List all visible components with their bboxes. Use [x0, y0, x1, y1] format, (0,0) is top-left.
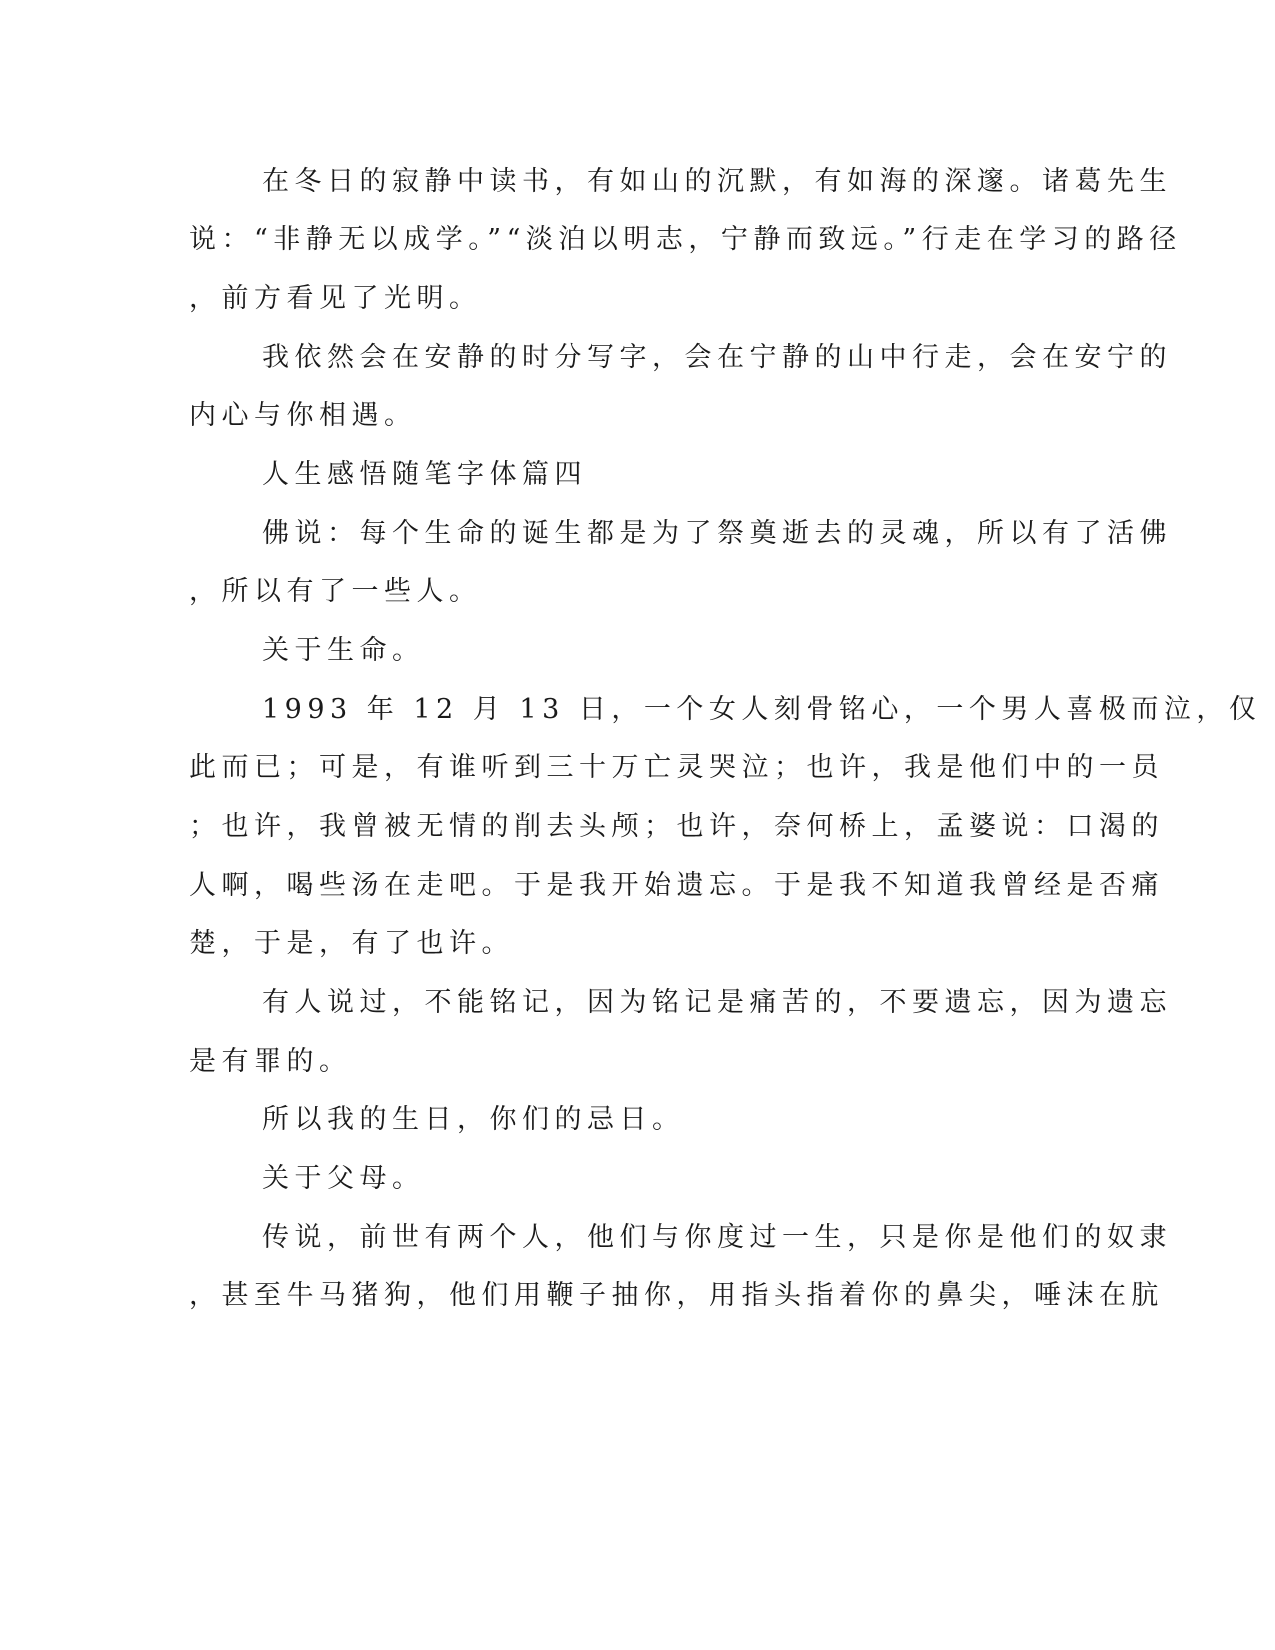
text-line: ，前方看见了光明。: [189, 283, 482, 314]
section-heading: 人生感悟随笔字体篇四: [262, 459, 587, 490]
text-line: 关于父母。: [262, 1163, 425, 1194]
text-line: 人啊，喝些汤在走吧。于是我开始遗忘。于是我不知道我曾经是否痛: [189, 870, 1164, 901]
text-line: 是有罪的。: [189, 1046, 352, 1077]
text-line: 楚，于是，有了也许。: [189, 928, 514, 959]
text-line: 在冬日的寂静中读书，有如山的沉默，有如海的深邃。诸葛先生: [262, 166, 1172, 197]
text-line: 传说，前世有两个人，他们与你度过一生，只是你是他们的奴隶: [262, 1222, 1172, 1253]
text-line: 1993 年 12 月 13 日，一个女人刻骨铭心，一个男人喜极而泣，仅: [262, 694, 1262, 725]
text-line: 内心与你相遇。: [189, 400, 417, 431]
text-line: 我依然会在安静的时分写字，会在宁静的山中行走，会在安宁的: [262, 342, 1172, 373]
text-line: ，所以有了一些人。: [189, 576, 482, 607]
text-line: 所以我的生日，你们的忌日。: [262, 1104, 685, 1135]
text-line: ；也许，我曾被无情的削去头颅；也许，奈何桥上，孟婆说：口渴的: [189, 811, 1164, 842]
text-line: 有人说过，不能铭记，因为铭记是痛苦的，不要遗忘，因为遗忘: [262, 987, 1172, 1018]
text-line: 说：“非静无以成学。”“淡泊以明志，宁静而致远。”行走在学习的路径: [189, 224, 1182, 255]
text-line: 佛说：每个生命的诞生都是为了祭奠逝去的灵魂，所以有了活佛: [262, 518, 1172, 549]
text-line: ，甚至牛马猪狗，他们用鞭子抽你，用指头指着你的鼻尖，唾沫在肮: [189, 1280, 1164, 1311]
text-line: 关于生命。: [262, 635, 425, 666]
text-line: 此而已；可是，有谁听到三十万亡灵哭泣；也许，我是他们中的一员: [189, 752, 1164, 783]
